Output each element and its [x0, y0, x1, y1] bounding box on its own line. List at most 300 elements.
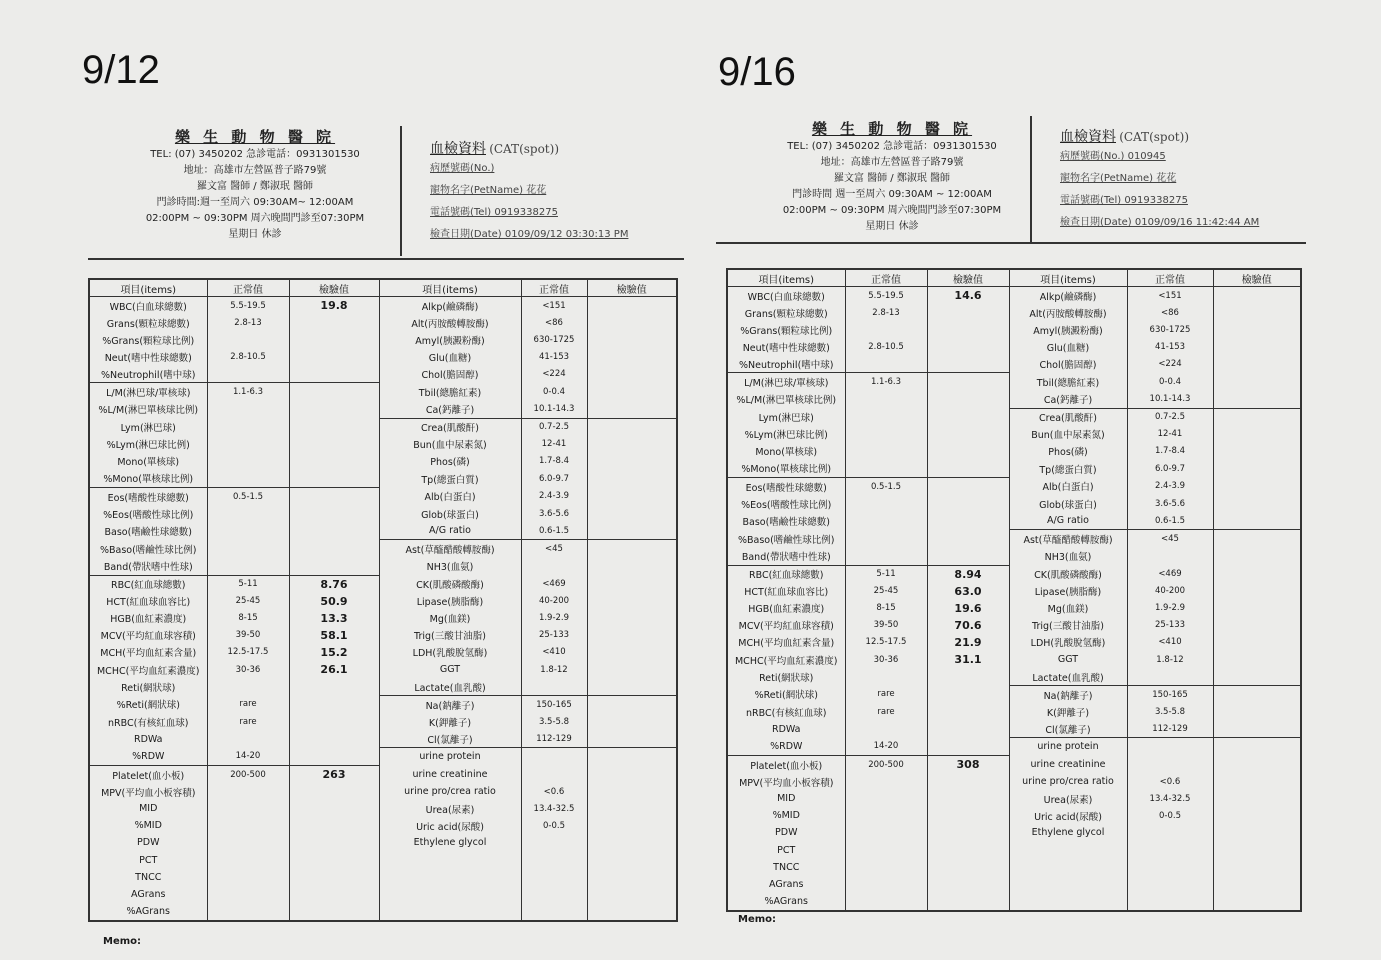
table-row: [727, 530, 1301, 548]
normal-range-cell: 12-41: [1127, 426, 1213, 443]
normal-range-cell: 5.5-19.5: [207, 297, 289, 315]
result-value-cell: [1213, 738, 1301, 756]
test-name-cell: MCHC(平均血紅素濃度): [89, 661, 207, 678]
result-value-cell: [587, 418, 677, 436]
test-name-cell: [379, 869, 521, 886]
result-value-cell: [289, 817, 379, 834]
test-name-cell: PCT: [727, 842, 845, 859]
normal-range-cell: [207, 331, 289, 348]
result-value-cell: [587, 522, 677, 540]
test-name-cell: PDW: [727, 824, 845, 841]
result-value-cell: 14.6: [927, 287, 1009, 305]
date-right: 9/16: [718, 50, 796, 94]
test-name-cell: Ethylene glycol: [1009, 824, 1127, 841]
test-name-cell: Platelet(血小板): [727, 756, 845, 774]
col-header: 檢驗值: [927, 269, 1009, 287]
normal-range-cell: <45: [1127, 530, 1213, 548]
table-row: [727, 408, 1301, 426]
table-row: [727, 338, 1301, 355]
table-row: [89, 297, 677, 315]
test-name-cell: %Eos(嗜酸性球比例): [89, 505, 207, 522]
report-line: 寵物名字(PetName) 花花: [1060, 173, 1177, 184]
normal-range-cell: [845, 893, 927, 911]
result-value-cell: [927, 720, 1009, 738]
result-value-cell: 19.8: [289, 297, 379, 315]
report-line: 寵物名字(PetName) 花花: [430, 185, 547, 196]
result-value-cell: [587, 869, 677, 886]
table-row: [727, 686, 1301, 704]
normal-range-cell: 0.6-1.5: [1127, 512, 1213, 530]
clinic-line: 羅文富 醫師 / 鄭淑珉 醫師: [833, 173, 951, 184]
test-name-cell: Ast(草醯醋酸轉胺酶): [1009, 530, 1127, 548]
test-name-cell: [1009, 859, 1127, 876]
test-name-cell: urine creatinine: [1009, 756, 1127, 774]
table-row: [727, 876, 1301, 893]
normal-range-cell: [207, 557, 289, 575]
normal-range-cell: [845, 547, 927, 565]
normal-range-cell: [845, 355, 927, 373]
normal-range-cell: [207, 869, 289, 886]
normal-range-cell: [207, 365, 289, 383]
result-value-cell: [587, 488, 677, 506]
test-name-cell: RBC(紅血球總數): [727, 565, 845, 583]
normal-range-cell: [207, 817, 289, 834]
test-name-cell: Phos(磷): [1009, 443, 1127, 460]
result-value-cell: 15.2: [289, 644, 379, 661]
normal-range-cell: 200-500: [207, 766, 289, 784]
result-value-cell: [1213, 408, 1301, 426]
result-value-cell: [587, 748, 677, 766]
normal-range-cell: [207, 418, 289, 436]
table-row: [89, 418, 677, 436]
result-value-cell: [587, 661, 677, 678]
table-row: [89, 713, 677, 730]
result-value-cell: [1213, 668, 1301, 686]
test-name-cell: TNCC: [89, 869, 207, 886]
normal-range-cell: 2.4-3.9: [521, 488, 587, 506]
test-name-cell: %MID: [727, 807, 845, 824]
result-value-cell: [927, 842, 1009, 859]
table-row: [89, 817, 677, 834]
normal-range-cell: 40-200: [1127, 583, 1213, 600]
test-name-cell: MID: [89, 800, 207, 817]
test-name-cell: Neut(嗜中性球總數): [727, 338, 845, 355]
result-value-cell: [927, 824, 1009, 841]
normal-range-cell: <224: [521, 365, 587, 383]
result-value-cell: [1213, 565, 1301, 583]
normal-range-cell: <469: [1127, 565, 1213, 583]
test-name-cell: Grans(顆粒球總數): [89, 314, 207, 331]
result-value-cell: [587, 557, 677, 575]
result-value-cell: [587, 766, 677, 784]
header-divider: [400, 126, 402, 256]
test-name-cell: CK(肌酸磷酸酶): [379, 575, 521, 593]
result-value-cell: [1213, 600, 1301, 617]
normal-range-cell: [1127, 547, 1213, 565]
result-value-cell: [1213, 321, 1301, 338]
normal-range-cell: [845, 443, 927, 460]
test-name-cell: MCV(平均紅血球容積): [89, 627, 207, 644]
normal-range-cell: [845, 807, 927, 824]
lab-table-right: [726, 268, 1302, 912]
table-row: [89, 834, 677, 851]
test-name-cell: Chol(膽固醇): [1009, 355, 1127, 373]
normal-range-cell: [207, 730, 289, 748]
result-value-cell: 63.0: [927, 583, 1009, 600]
table-row: [89, 661, 677, 678]
test-name-cell: Ast(草醯醋酸轉胺酶): [379, 540, 521, 558]
normal-range-cell: 3.6-5.6: [521, 505, 587, 522]
normal-range-cell: 25-45: [207, 593, 289, 610]
result-value-cell: [289, 418, 379, 436]
normal-range-cell: 25-133: [1127, 617, 1213, 634]
result-value-cell: [927, 807, 1009, 824]
table-row: [89, 505, 677, 522]
test-name-cell: Cl(氯離子): [1009, 720, 1127, 738]
normal-range-cell: 1.1-6.3: [845, 373, 927, 391]
normal-range-cell: [207, 886, 289, 903]
normal-range-cell: 14-20: [207, 748, 289, 766]
test-name-cell: HCT(紅血球血容比): [727, 583, 845, 600]
result-value-cell: [587, 730, 677, 748]
date-left: 9/12: [82, 48, 160, 92]
table-row: [89, 401, 677, 419]
test-name-cell: Uric acid(尿酸): [1009, 807, 1127, 824]
test-name-cell: Ca(鈣離子): [1009, 391, 1127, 409]
test-name-cell: Trig(三酸甘油脂): [1009, 617, 1127, 634]
normal-range-cell: 630-1725: [1127, 321, 1213, 338]
result-value-cell: [927, 426, 1009, 443]
clinic-line: 門診時間:週一至周六 09:30AM~ 12:00AM: [156, 197, 354, 208]
normal-range-cell: [207, 505, 289, 522]
normal-range-cell: 12.5-17.5: [845, 634, 927, 651]
normal-range-cell: [521, 834, 587, 851]
result-value-cell: [289, 800, 379, 817]
normal-range-cell: <151: [521, 297, 587, 315]
normal-range-cell: [207, 800, 289, 817]
result-value-cell: [587, 644, 677, 661]
result-value-cell: [1213, 512, 1301, 530]
normal-range-cell: [845, 790, 927, 807]
normal-range-cell: 0-0.4: [521, 383, 587, 401]
result-value-cell: 19.6: [927, 600, 1009, 617]
result-value-cell: [289, 505, 379, 522]
result-value-cell: [927, 530, 1009, 548]
test-name-cell: Grans(顆粒球總數): [727, 304, 845, 321]
col-header: 檢驗值: [289, 279, 379, 297]
table-row: [89, 365, 677, 383]
table-row: [727, 617, 1301, 634]
normal-range-cell: 150-165: [1127, 686, 1213, 704]
table-row: [727, 807, 1301, 824]
table-row: [89, 696, 677, 714]
test-name-cell: Glu(血糖): [379, 348, 521, 365]
normal-range-cell: 5-11: [207, 575, 289, 593]
table-row: [89, 783, 677, 800]
result-value-cell: 21.9: [927, 634, 1009, 651]
test-name-cell: HGB(血紅素濃度): [89, 610, 207, 627]
test-name-cell: Mono(單核球): [727, 443, 845, 460]
normal-range-cell: 12-41: [521, 436, 587, 453]
clinic-line: 地址：高雄市左營區普子路79號: [820, 157, 964, 168]
result-value-cell: [289, 903, 379, 921]
test-name-cell: Alt(丙胺酸轉胺酶): [379, 314, 521, 331]
test-name-cell: Neut(嗜中性球總數): [89, 348, 207, 365]
test-name-cell: Alkp(鹼磷酶): [379, 297, 521, 315]
result-value-cell: [289, 834, 379, 851]
normal-range-cell: [1127, 738, 1213, 756]
table-row: [89, 678, 677, 696]
normal-range-cell: 1.1-6.3: [207, 383, 289, 401]
test-name-cell: HCT(紅血球血容比): [89, 593, 207, 610]
table-row: [727, 773, 1301, 790]
test-name-cell: Lym(淋巴球): [727, 408, 845, 426]
result-value-cell: [289, 713, 379, 730]
test-name-cell: GGT: [379, 661, 521, 678]
header-rule: [88, 258, 684, 260]
clinic-name: 樂 生 動 物 醫 院: [174, 128, 336, 146]
clinic-line: 星期日 休診: [865, 221, 919, 232]
test-name-cell: Alb(白蛋白): [379, 488, 521, 506]
result-value-cell: [289, 748, 379, 766]
col-header: 項目(items): [1009, 269, 1127, 287]
clinic-line: TEL: (07) 3450202 急診電話：0931301530: [150, 149, 360, 160]
normal-range-cell: 0.6-1.5: [521, 522, 587, 540]
test-name-cell: Alt(丙胺酸轉胺酶): [1009, 304, 1127, 321]
test-name-cell: %L/M(淋巴單核球比例): [727, 391, 845, 409]
test-name-cell: Band(帶狀嗜中性球): [89, 557, 207, 575]
test-name-cell: MPV(平均血小板容積): [727, 773, 845, 790]
result-value-cell: [587, 383, 677, 401]
table-row: [727, 373, 1301, 391]
normal-range-cell: 112-129: [521, 730, 587, 748]
test-name-cell: CK(肌酸磷酸酶): [1009, 565, 1127, 583]
normal-range-cell: 1.8-12: [1127, 651, 1213, 668]
normal-range-cell: 2.4-3.9: [1127, 478, 1213, 496]
table-row: [727, 426, 1301, 443]
test-name-cell: Platelet(血小板): [89, 766, 207, 784]
normal-range-cell: 0.5-1.5: [207, 488, 289, 506]
result-value-cell: [1213, 634, 1301, 651]
report-line: 電話號碼(Tel) 0919338275: [1060, 195, 1188, 206]
test-name-cell: %Eos(嗜酸性球比例): [727, 495, 845, 512]
test-name-cell: PDW: [89, 834, 207, 851]
col-header: 項目(items): [379, 279, 521, 297]
test-name-cell: RDWa: [727, 720, 845, 738]
result-value-cell: [587, 610, 677, 627]
result-value-cell: [289, 331, 379, 348]
table-row: [727, 287, 1301, 305]
header-divider: [1030, 116, 1032, 244]
normal-range-cell: 3.6-5.6: [1127, 495, 1213, 512]
result-value-cell: [1213, 287, 1301, 305]
result-value-cell: [927, 859, 1009, 876]
table-row: [727, 720, 1301, 738]
normal-range-cell: 2.8-13: [207, 314, 289, 331]
table-row: [89, 766, 677, 784]
normal-range-cell: 200-500: [845, 756, 927, 774]
normal-range-cell: rare: [207, 696, 289, 714]
test-name-cell: %AGrans: [727, 893, 845, 911]
table-row: [727, 478, 1301, 496]
normal-range-cell: 630-1725: [521, 331, 587, 348]
normal-range-cell: 6.0-9.7: [1127, 460, 1213, 478]
table-row: [727, 512, 1301, 530]
result-value-cell: [927, 876, 1009, 893]
test-name-cell: WBC(白血球總數): [89, 297, 207, 315]
test-name-cell: %Lym(淋巴球比例): [727, 426, 845, 443]
test-name-cell: A/G ratio: [379, 522, 521, 540]
result-value-cell: [1213, 547, 1301, 565]
result-value-cell: [1213, 373, 1301, 391]
normal-range-cell: 1.9-2.9: [1127, 600, 1213, 617]
normal-range-cell: rare: [207, 713, 289, 730]
result-value-cell: [289, 557, 379, 575]
normal-range-cell: 8-15: [207, 610, 289, 627]
test-name-cell: Trig(三酸甘油脂): [379, 627, 521, 644]
result-value-cell: [587, 783, 677, 800]
test-name-cell: A/G ratio: [1009, 512, 1127, 530]
col-header: 項目(items): [727, 269, 845, 287]
result-value-cell: 308: [927, 756, 1009, 774]
test-name-cell: %AGrans: [89, 903, 207, 921]
table-row: [89, 436, 677, 453]
col-header: 正常值: [845, 269, 927, 287]
test-name-cell: Amyl(胰澱粉酶): [379, 331, 521, 348]
test-name-cell: %Baso(嗜鹼性球比例): [89, 540, 207, 558]
normal-range-cell: [1127, 824, 1213, 841]
test-name-cell: HGB(血紅素濃度): [727, 600, 845, 617]
table-row: [727, 634, 1301, 651]
test-name-cell: [379, 903, 521, 921]
result-value-cell: [927, 512, 1009, 530]
normal-range-cell: [207, 678, 289, 696]
normal-range-cell: [845, 720, 927, 738]
result-value-cell: [289, 314, 379, 331]
result-value-cell: [1213, 807, 1301, 824]
normal-range-cell: [845, 876, 927, 893]
table-row: [89, 869, 677, 886]
result-value-cell: [289, 730, 379, 748]
normal-range-cell: [1127, 859, 1213, 876]
result-value-cell: [289, 522, 379, 540]
table-row: [727, 668, 1301, 686]
table-row: [727, 824, 1301, 841]
test-name-cell: Lipase(胰脂酶): [379, 593, 521, 610]
test-name-cell: Tbil(總膽紅素): [379, 383, 521, 401]
test-name-cell: Tp(總蛋白質): [379, 470, 521, 488]
table-row: [727, 321, 1301, 338]
result-value-cell: [1213, 651, 1301, 668]
test-name-cell: %Lym(淋巴球比例): [89, 436, 207, 453]
result-value-cell: [1213, 756, 1301, 774]
normal-range-cell: 13.4-32.5: [521, 800, 587, 817]
test-name-cell: Bun(血中尿素氮): [1009, 426, 1127, 443]
table-row: [727, 565, 1301, 583]
test-name-cell: Reti(網狀球): [89, 678, 207, 696]
result-value-cell: [289, 436, 379, 453]
result-value-cell: [289, 453, 379, 470]
normal-range-cell: [207, 522, 289, 540]
test-name-cell: GGT: [1009, 651, 1127, 668]
table-header: [727, 269, 1301, 287]
result-value-cell: [927, 547, 1009, 565]
normal-range-cell: [1127, 893, 1213, 911]
result-value-cell: 8.94: [927, 565, 1009, 583]
table-header: [89, 279, 677, 297]
result-value-cell: [1213, 790, 1301, 807]
test-name-cell: PCT: [89, 852, 207, 869]
clinic-line: 門診時間 週一至周六 09:30AM ~ 12:00AM: [792, 189, 992, 200]
col-header: 檢驗值: [587, 279, 677, 297]
test-name-cell: Alkp(鹼磷酶): [1009, 287, 1127, 305]
normal-range-cell: <45: [521, 540, 587, 558]
test-name-cell: Urea(尿素): [379, 800, 521, 817]
normal-range-cell: [207, 783, 289, 800]
result-value-cell: 263: [289, 766, 379, 784]
test-name-cell: LDH(乳酸脫氫酶): [379, 644, 521, 661]
test-name-cell: L/M(淋巴球/單核球): [727, 373, 845, 391]
normal-range-cell: [845, 859, 927, 876]
result-value-cell: [289, 783, 379, 800]
result-value-cell: [289, 401, 379, 419]
normal-range-cell: [845, 426, 927, 443]
normal-range-cell: 2.8-10.5: [845, 338, 927, 355]
test-name-cell: RDWa: [89, 730, 207, 748]
normal-range-cell: <86: [1127, 304, 1213, 321]
result-value-cell: [1213, 355, 1301, 373]
test-name-cell: Phos(磷): [379, 453, 521, 470]
result-value-cell: [927, 373, 1009, 391]
table-row: [727, 756, 1301, 774]
lab-table-left: [88, 278, 678, 922]
normal-range-cell: 0-0.5: [521, 817, 587, 834]
result-value-cell: [587, 297, 677, 315]
result-value-cell: [587, 834, 677, 851]
clinic-name: 樂 生 動 物 醫 院: [811, 120, 973, 138]
table-row: [89, 348, 677, 365]
normal-range-cell: 10.1-14.3: [1127, 391, 1213, 409]
table-row: [727, 460, 1301, 478]
normal-range-cell: [1127, 876, 1213, 893]
test-name-cell: %Grans(顆粒球比例): [89, 331, 207, 348]
normal-range-cell: 1.7-8.4: [1127, 443, 1213, 460]
result-value-cell: 50.9: [289, 593, 379, 610]
result-value-cell: [927, 703, 1009, 720]
table-row: [727, 355, 1301, 373]
normal-range-cell: <224: [1127, 355, 1213, 373]
result-value-cell: [587, 436, 677, 453]
result-value-cell: [1213, 773, 1301, 790]
test-name-cell: Mg(血鎂): [379, 610, 521, 627]
clinic-line: 02:00PM ~ 09:30PM 周六晚間門診至07:30PM: [782, 205, 1002, 216]
test-name-cell: Alb(白蛋白): [1009, 478, 1127, 496]
result-value-cell: 70.6: [927, 617, 1009, 634]
test-name-cell: %RDW: [89, 748, 207, 766]
table-row: [89, 644, 677, 661]
report-title-en: (CAT(spot)): [1119, 130, 1189, 144]
table-row: [727, 304, 1301, 321]
normal-range-cell: 0-0.5: [1127, 807, 1213, 824]
normal-range-cell: 3.5-5.8: [521, 713, 587, 730]
test-name-cell: Cl(氯離子): [379, 730, 521, 748]
test-name-cell: Crea(肌酸酐): [379, 418, 521, 436]
test-name-cell: urine creatinine: [379, 766, 521, 784]
table-row: [727, 790, 1301, 807]
result-value-cell: 8.76: [289, 575, 379, 593]
normal-range-cell: <0.6: [521, 783, 587, 800]
normal-range-cell: [845, 530, 927, 548]
